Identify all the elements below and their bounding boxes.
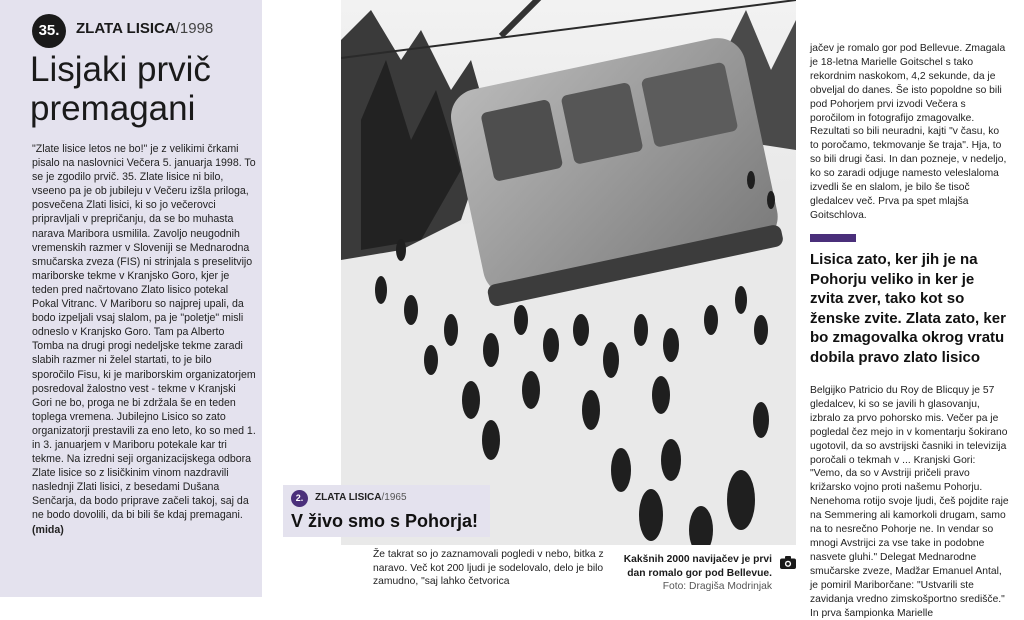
caption-text: Kakšnih 2000 navijačev je prvi dan romalo gor pod Bellevue. [623,554,772,579]
inset-number-badge: 2. [291,490,308,507]
inset-box [283,485,490,537]
right-column-bottom-text: Belgijko Patricio du Roy de Blicquy je 57 gledalcev, ki so se javili h glasovanju, izbralo za prvo pohorsko mis. Večer pa je pogledal čez mejo in v komentarju šokirano ugotovil, da so avstrijski časniki in televizija poročali o tekmah v ... Kranjski Gori: "Vemo, da so v Avstriji pričeli pravo križarsko vojno proti našemu Pohorju. Nenehoma rotijo svoje ljudi, češ pojdite raje na Semmering ali kamorkoli drugam, samo na to nesrečno Pohorje ne. In vendar so mnogi Avstrijci za vse take in podobne nasvete gluhi." Delegat Mednarodne smučarske zveze, Madžar Emanuel Antal, je pomiril Mariborčane: "Ustvarili ste zavidanja vredno zimskošportno središče." In prva šampionka Marielle [810,385,1009,619]
inset-title: V živo smo s Pohorja! [291,511,479,531]
inset-kicker-name: ZLATA LISICA [315,492,382,503]
photo-caption [620,553,772,594]
article-headline: Lisjaki prvič premagani [30,50,211,128]
article-author: (mida) [32,523,64,536]
kicker-name: ZLATA LISICA [76,20,176,37]
inset-kicker [315,492,407,503]
cable-car-photo [341,0,796,545]
article-body-text: "Zlate lisice letos ne bo!" je z velikimi črkami pisalo na naslovnici Večera 5. januarja 1998. To se je zgodilo prvič. 35. Zlate lisice ni bilo, vseeno pa je ob jubileju v Večeru izšla priloga, posvečena Zlati lisici, ki so jo večerovci pripravljali v prepričanju, da se bo muhasta narava Maribora usmilila. Zavoljo neugodnih vremenskih razmer v Sloveniji se Mednarodna smučarska zveza (FIS) ni strinjala s preselitvijo mariborske tekme v Kranjsko Goro, kjer je teden pred načrtovano Zlato lisico potekal Pokal Vitranc. V Mariboru so najprej upali, da bodo izpeljali vsaj slalom, pa je "poletje" misli odneslo v Kranjsko Goro. Tam pa Alberto Tomba na drugi progi nedeljske tekme zaradi slabih razmer ni želel startati, to je bilo sporočilo Fisu, ki je mariborskim organizatorjem posredoval žalostno vest - tekme v Kranjski Gori ne bo, proga ne bi zdržala še en teden toplega vremena. Jubilejno Lisico so zato organizatorji prestavili za eno leto, ko so med 1. in 3. januarjem v Mariboru potekale kar tri tekme. Na izredni seji organizacijskega odbora Zlate lisice so z lisičkinim vinom nazdravili naslednji Zlati lisici, z besedami Dušana Senčarja, da bodo priprave začeli takoj, saj da ne bodo dovolili, da bi bili še kdaj premagani. [32,143,256,522]
cable-car-photo-illustration [341,0,796,545]
inset-kicker-year: /1965 [381,492,407,503]
kicker-year: /1998 [175,20,214,37]
camera-icon [780,556,796,569]
accent-bar [810,234,856,242]
article-number-badge: 35. [32,14,66,48]
right-column-top-text: jačev je romalo gor pod Bellevue. Zmagala je 18-letna Marielle Goitschel s tako rekordnim naskokom, 4,2 sekunde, da je obveljal do danes. Še isto popoldne so bili pod Pohorjem prvi izvodi Večera s poročilom in fotografijo zmagovalke. Rezultati so bili neuradni, kajti "v času, ko to poročamo, tekmovanje še traja". Hja, to so bili drugi časi. In dan pozneje, v nedeljo, ko so zaradi odjuge namesto veleslaloma izvedli še en slalom, je bilo še tisoč gledalcev več. Prva pa spet mlajša Goitschlova. [810,43,1007,221]
article-kicker [76,20,213,37]
photo-credit: Foto: Dragiša Modrinjak [662,581,772,592]
inset-body-text: Že takrat so jo zaznamovali pogledi v nebo, bitka z naravo. Več kot 200 ljudi je sodelovalo, delo je bilo zamudno, "saj lahko četvorica [373,549,604,587]
sidebar-panel [0,0,262,597]
pull-quote: Lisica zato, ker jih je na Pohorju veliko in ker je zvita zver, tako kot so ženske zvite. Zlata zato, ker bo zmagovalka okrog vratu dobila pravo zlato lisico [810,251,1006,366]
article-body [32,142,256,537]
